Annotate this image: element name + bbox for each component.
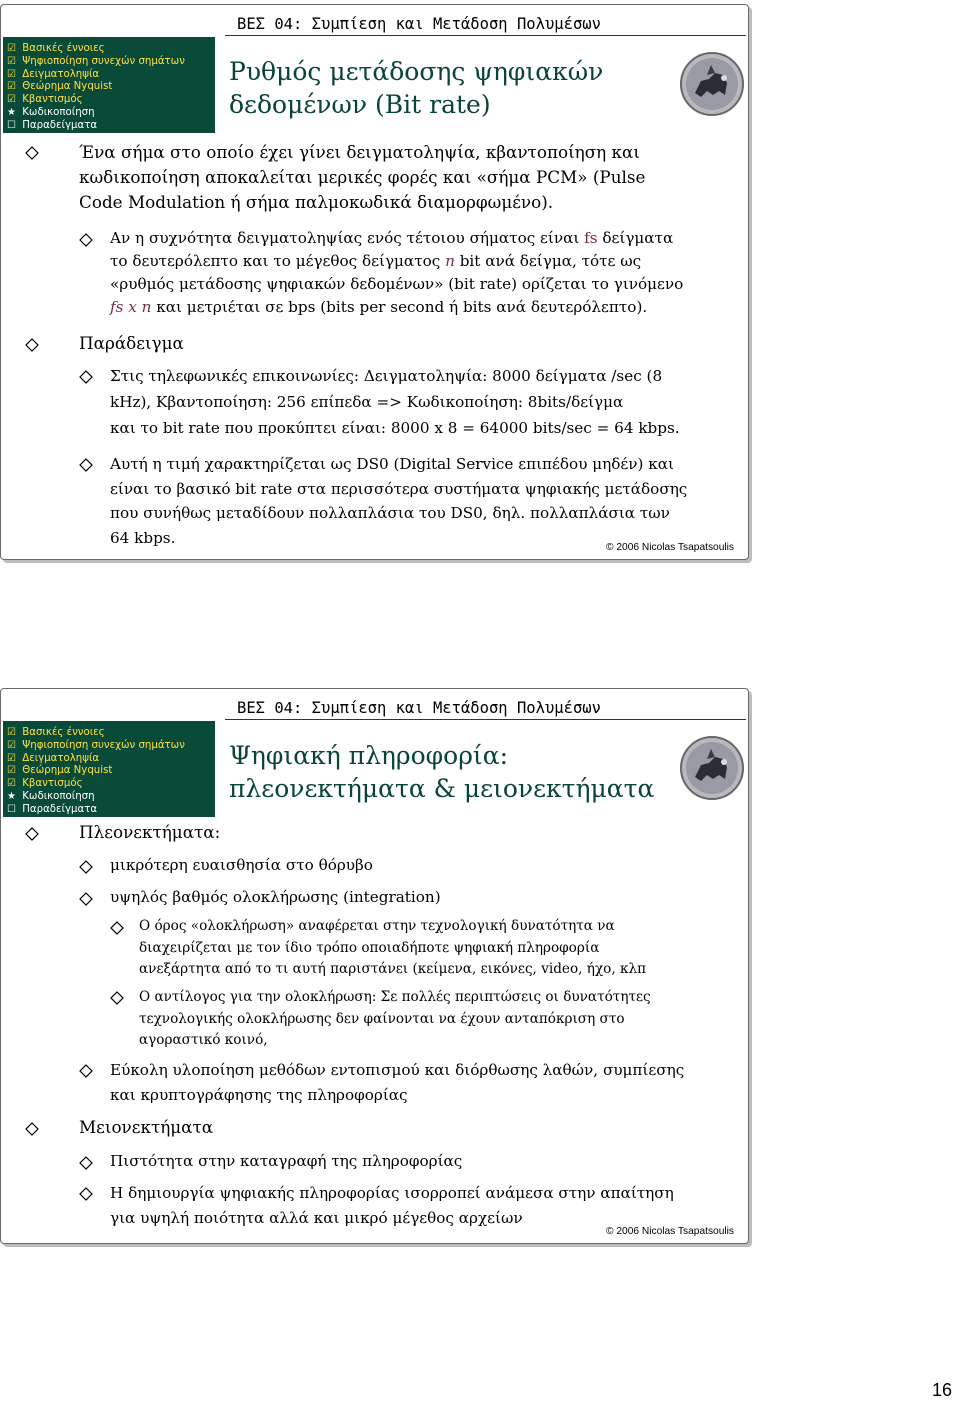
checkbox-checked-icon: ☑ (7, 778, 16, 790)
slide-2 (0, 688, 749, 1244)
checkbox-checked-icon: ☑ (7, 55, 16, 67)
disadvantage-fidelity: Πιστότητα στην καταγραφή της πληροφορίας (110, 1152, 463, 1170)
nav-item-examples[interactable]: ☐ Παραδείγματα (7, 119, 98, 131)
course-header-title: ΒΕΣ 04: Συμπίεση και Μετάδοση Πολυμέσων (237, 15, 601, 33)
diamond-bullet-icon (79, 1064, 93, 1078)
diamond-bullet-icon (25, 827, 39, 841)
checkbox-empty-icon: ☐ (7, 803, 16, 815)
heading-example: Παράδειγμα (79, 333, 184, 353)
paragraph-telephony-example: Στις τηλεφωνικές επικοινωνίες: Δειγματοληψία: 8000 δείγματα /sec (8 kHz), Κβαντοποίηση: 256 επίπεδα => Κωδικοποίηση: 8bits/δείγμα και το bit rate που προκύπτει είναι: 8000 x 8 = 64000 bits/sec = 64 kbps. (110, 367, 680, 437)
slide-1 (0, 4, 749, 560)
diamond-bullet-icon (25, 1122, 39, 1136)
diamond-bullet-icon (110, 921, 124, 935)
heading-advantages: Πλεονεκτήματα: (79, 822, 221, 842)
nav-item-digitization[interactable]: ☑ Ψηφιοποίηση συνεχών σημάτων (7, 55, 185, 67)
diamond-bullet-icon (79, 1156, 93, 1170)
checkbox-checked-icon: ☑ (7, 765, 16, 777)
nav-item-coding[interactable]: ★ Κωδικοποίηση (7, 790, 95, 802)
checkbox-checked-icon: ☑ (7, 43, 16, 54)
coin-logo-image (679, 51, 745, 117)
topic-navigation-panel (3, 721, 215, 817)
nav-item-quantization[interactable]: ☑ Κβαντισμός (7, 778, 83, 790)
diamond-bullet-icon (79, 370, 93, 384)
advantage-error-correction: Εύκολη υλοποίηση μεθόδων εντοπισμού και διόρθωσης λαθών, συμπίεσης και κρυπτογράφησης της πληροφορίας (110, 1061, 685, 1104)
checkbox-checked-icon: ☑ (7, 68, 16, 80)
header-divider (225, 719, 746, 720)
nav-item-basic-concepts[interactable]: ☑ Βασικές έννοιες (7, 43, 105, 54)
star-icon: ★ (7, 790, 16, 802)
topic-navigation-panel (3, 37, 215, 133)
paragraph-pcm: Ένα σήμα στο οποίο έχει γίνει δειγματοληψία, κβαντοποίηση και κωδικοποίηση αποκαλείται μερικές φορές και «σήμα PCM» (Pulse Code Modulation ή σήμα παλμοκωδικά διαμορφωμένο). (79, 142, 646, 212)
slide-title: Ψηφιακή πληροφορία: πλεονεκτήματα & μειονεκτήματα (229, 741, 655, 803)
diamond-bullet-icon (79, 860, 93, 874)
nav-item-nyquist[interactable]: ☑ Θεώρημα Nyquist (7, 765, 113, 777)
paragraph-integration-definition: Ο όρος «ολοκλήρωση» αναφέρεται στην τεχνολογική δυνατότητα να διαχειρίζεται με τον ίδιο τρόπο οποιαδήποτε ψηφιακή πληροφορία ανεξάρτητα από το τι αυτή παριστάνει (κείμενα, εικόνες, video, ήχο, κλπ (139, 918, 647, 977)
paragraph-ds0: Αυτή η τιμή χαρακτηρίζεται ως DS0 (Digital Service επιπέδου μηδέν) και είναι το βασικό bit rate στα περισσότερα συστήματα ψηφιακής μετάδοσης που συνήθως μεταδίδουν πολλαπλάσια του DS0, δηλ. πολλαπλάσια των 64 kbps. (110, 455, 688, 547)
diamond-bullet-icon (110, 991, 124, 1005)
paragraph-bitrate-definition: Αν η συχνότητα δειγματοληψίας ενός τέτοιου σήματος είναι fs δείγματα το δευτερόλεπτο και το μέγεθος δείγματος n bit ανά δείγμα, τότε ως «ρυθμός μετάδοσης ψηφιακών δεδομένων» (bit rate) ορίζεται το γινόμενο fs x n και μετριέται σε bps (bits per second ή bits ανά δευτερόλεπτο). (110, 229, 684, 316)
diamond-bullet-icon (79, 458, 93, 472)
nav-item-quantization[interactable]: ☑ Κβαντισμός (7, 94, 83, 106)
star-icon: ★ (7, 106, 16, 118)
advantage-integration: υψηλός βαθμός ολοκλήρωσης (integration) (110, 888, 441, 906)
nav-item-coding[interactable]: ★ Κωδικοποίηση (7, 106, 95, 118)
page-number: 16 (931, 1380, 952, 1400)
diamond-bullet-icon (25, 146, 39, 160)
checkbox-empty-icon: ☐ (7, 119, 16, 131)
diamond-bullet-icon (79, 892, 93, 906)
nav-item-sampling[interactable]: ☑ Δειγματοληψία (7, 752, 100, 764)
diamond-bullet-icon (79, 233, 93, 247)
nav-item-basic-concepts[interactable]: ☑ Βασικές έννοιες (7, 727, 105, 738)
copyright-footer: © 2006 Nicolas Tsapatsoulis (606, 1226, 734, 1237)
checkbox-checked-icon: ☑ (7, 94, 16, 106)
slide-title: Ρυθμός μετάδοσης ψηφιακών δεδομένων (Bit rate) (229, 57, 604, 119)
checkbox-checked-icon: ☑ (7, 752, 16, 764)
diamond-bullet-icon (25, 338, 39, 352)
advantage-noise: μικρότερη ευαισθησία στο θόρυβο (110, 856, 373, 874)
diamond-bullet-icon (79, 1187, 93, 1201)
checkbox-checked-icon: ☑ (7, 81, 16, 93)
coin-logo-image (679, 735, 745, 801)
paragraph-integration-counterpoint: Ο αντίλογος για την ολοκλήρωση: Σε πολλές περιπτώσεις οι δυνατότητες τεχνολογικής ολοκλήρωσης δεν φαίνονται να έχουν ανταπόκριση στο αγοραστικό κοινό, (139, 989, 651, 1048)
nav-item-examples[interactable]: ☐ Παραδείγματα (7, 803, 98, 815)
checkbox-checked-icon: ☑ (7, 727, 16, 738)
nav-item-sampling[interactable]: ☑ Δειγματοληψία (7, 68, 100, 80)
copyright-footer: © 2006 Nicolas Tsapatsoulis (606, 542, 734, 553)
nav-item-digitization[interactable]: ☑ Ψηφιοποίηση συνεχών σημάτων (7, 739, 185, 751)
nav-item-nyquist[interactable]: ☑ Θεώρημα Nyquist (7, 81, 113, 93)
course-header-title: ΒΕΣ 04: Συμπίεση και Μετάδοση Πολυμέσων (237, 699, 601, 717)
disadvantage-quality-size: Η δημιουργία ψηφιακής πληροφορίας ισορροπεί ανάμεσα στην απαίτηση για υψηλή ποιότητα αλλά και μικρό μέγεθος αρχείων (110, 1184, 674, 1227)
header-divider (225, 35, 746, 36)
checkbox-checked-icon: ☑ (7, 739, 16, 751)
heading-disadvantages: Μειονεκτήματα (79, 1117, 214, 1137)
